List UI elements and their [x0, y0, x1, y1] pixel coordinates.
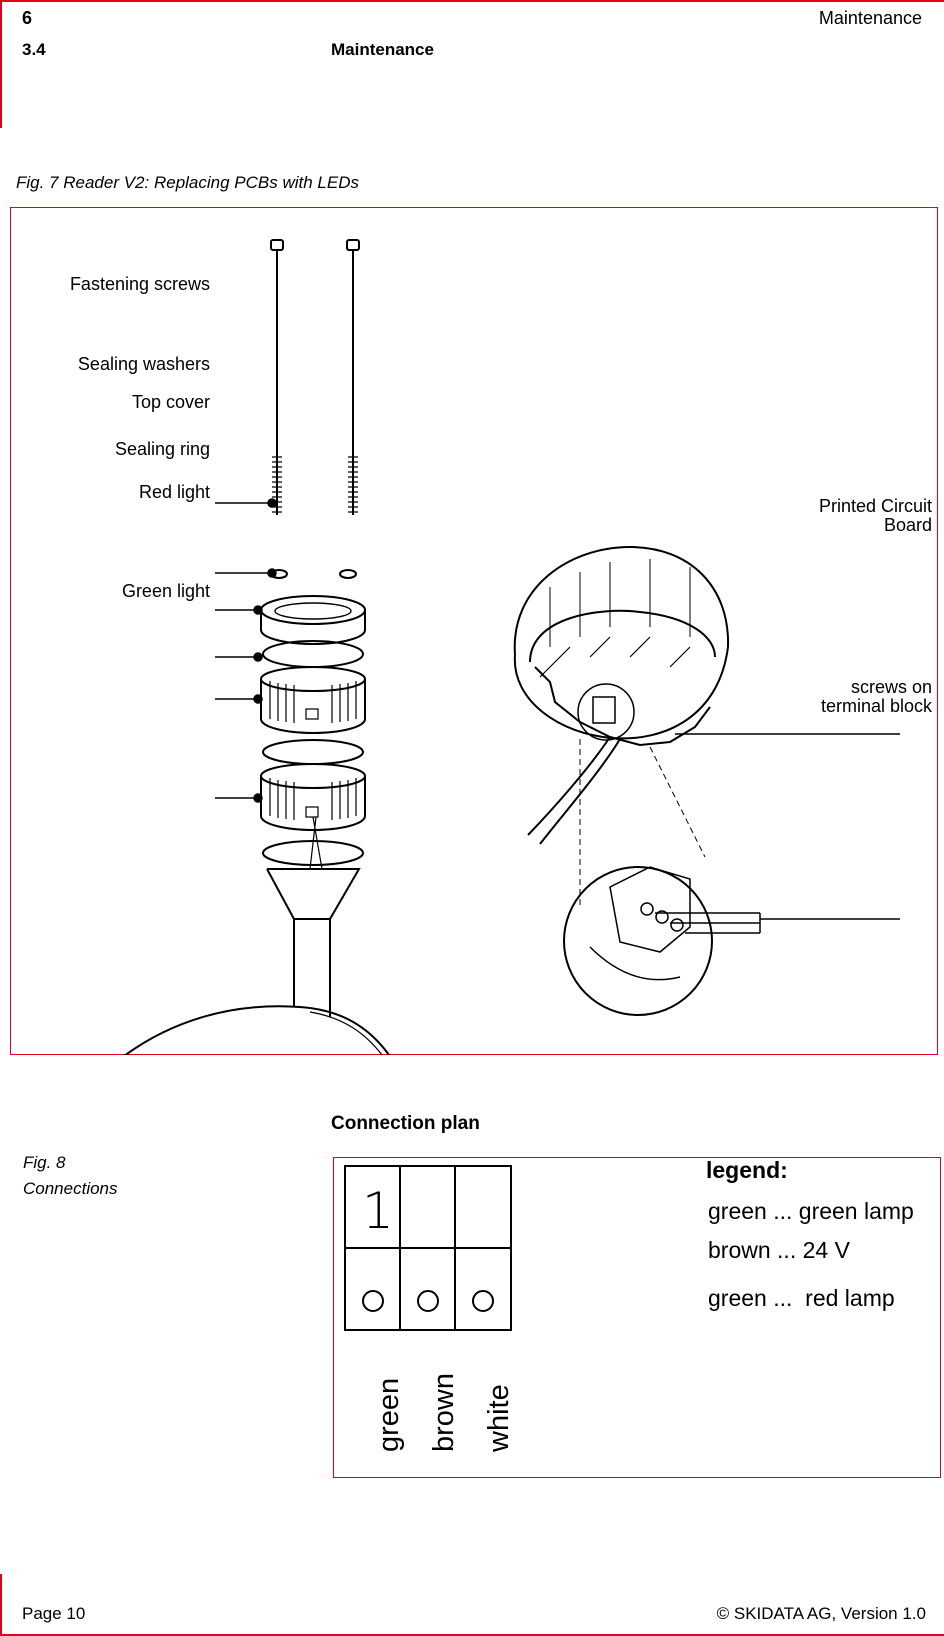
section-title: Maintenance: [331, 40, 434, 59]
terminal-hole-1: [363, 1291, 383, 1311]
label-green-light: Green light: [121, 581, 210, 601]
chapter-title: Maintenance: [818, 8, 922, 28]
terminal-number: 1: [362, 1182, 394, 1240]
terminal-hole-3: [473, 1291, 493, 1311]
wire-label-brown: brown: [428, 1373, 460, 1452]
label-fastening-screws: Fastening screws: [69, 274, 210, 294]
footer-left-rule: [0, 1574, 2, 1636]
legend-item-red-lamp: green ... red lamp: [708, 1285, 895, 1311]
figure-7-caption: Fig. 7 Reader V2: Replacing PCBs with LEDs: [16, 173, 359, 192]
legend-title: legend:: [706, 1157, 788, 1183]
sealing-washer-right: [340, 570, 356, 578]
terminal-hole-2: [418, 1291, 438, 1311]
fastening-screws-drawing: [271, 240, 359, 515]
footer-page-number: Page 10: [22, 1604, 86, 1623]
header-top-rule: [0, 0, 944, 2]
label-pcb-line2: Board: [883, 515, 932, 535]
figure-8-label: Fig. 8: [23, 1153, 66, 1172]
label-pcb-line1: Printed Circuit: [818, 496, 932, 516]
label-screws-line1: screws on: [850, 677, 932, 697]
label-sealing-washers: Sealing washers: [77, 354, 210, 374]
red-light-drawing: [261, 667, 365, 733]
wire-label-white: white: [483, 1384, 515, 1452]
wire-label-green: green: [373, 1377, 405, 1452]
legend-item-24v: brown ... 24 V: [708, 1237, 850, 1263]
section-number: 3.4: [22, 40, 46, 59]
label-sealing-ring: Sealing ring: [114, 439, 210, 459]
header-left-rule: [0, 0, 2, 128]
legend-item-green-lamp: green ... green lamp: [708, 1198, 914, 1224]
label-red-light: Red light: [138, 482, 210, 502]
reader-housing-drawing: [18, 1006, 440, 1055]
reader-exploded-illustration: [10, 207, 938, 1055]
green-light-drawing: [261, 764, 365, 869]
top-cover-drawing: [261, 596, 365, 644]
connection-plan-heading: Connection plan: [331, 1113, 480, 1134]
label-top-cover: Top cover: [131, 392, 210, 412]
chapter-number: 6: [22, 8, 33, 28]
reader-post-drawing: [267, 869, 359, 1017]
footer-copyright: © SKIDATA AG, Version 1.0: [716, 1604, 926, 1623]
separator-ring-drawing: [263, 740, 363, 764]
label-screws-line2: terminal block: [820, 696, 932, 716]
terminal-block-detail-drawing: [564, 739, 900, 1015]
figure-8-subtitle: Connections: [23, 1179, 118, 1198]
